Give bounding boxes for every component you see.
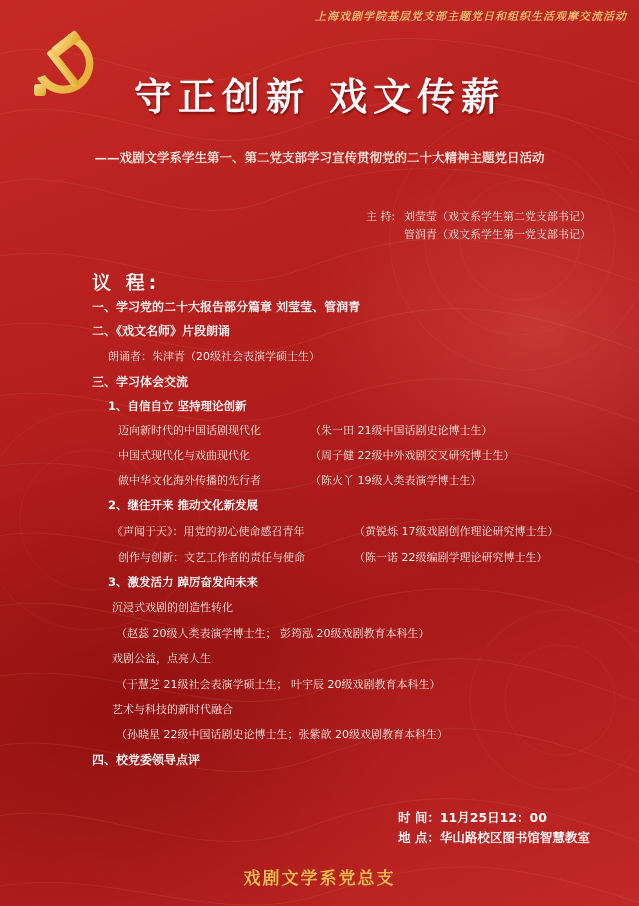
talk-speakers: （孙晓星 22级中国话剧史论博士生；张紫歆 20级戏剧教育本科生） (116, 728, 448, 741)
talk-speaker: （周子健 22级中外戏剧交叉研究博士生） (310, 449, 515, 462)
talk-speaker: （陈火丫 19级人类表演学博士生） (310, 474, 482, 487)
host-label: 主 持: (366, 210, 396, 223)
group-2-title: 2、继往开来 推动文化新发展 (108, 498, 259, 512)
group-1-title: 1、自信自立 坚持理论创新 (108, 399, 247, 413)
talk-topic: 艺术与科技的新时代融合 (112, 703, 233, 716)
agenda-title: 议 程: (92, 272, 161, 294)
talk-speaker: （黄锐烁 17级戏剧创作理论研究博士生） (354, 525, 559, 538)
agenda-section-1: 一、学习党的二十大报告部分篇章 刘莹莹、管润青 (92, 300, 361, 314)
talk-topic: 中国式现代化与戏曲现代化 (118, 449, 250, 462)
top-note: 上海戏剧学院基层党支部主题党日和组织生活观摩交流活动 (315, 10, 627, 23)
page-title: 守正创新 戏文传薪 (133, 74, 506, 119)
talk-topic: 《声闻于天》：用党的初心使命感召青年 (112, 525, 305, 538)
agenda-section-2: 二、《戏文名师》片段朗诵 (92, 324, 231, 338)
agenda-section-4: 四、校党委领导点评 (92, 753, 201, 767)
talk-topic: 创作与创新：文艺工作者的责任与使命 (118, 551, 305, 564)
organizer: 戏剧文学系党总支 (243, 869, 396, 889)
subtitle: ——戏剧文学系学生第一、第二党支部学习宣传贯彻党的二十大精神主题党日活动 (94, 150, 545, 165)
event-time: 时 间：11月25日12：00 (398, 810, 547, 825)
talk-topic: 沉浸式戏剧的创造性转化 (112, 601, 233, 614)
host-name-1: 刘莹莹（戏文系学生第二党支部书记） (404, 210, 591, 223)
talk-speakers: （赵蕊 20级人类表演学博士生； 彭筠泓 20级戏剧教育本科生） (116, 627, 430, 640)
talk-topic: 做中华文化海外传播的先行者 (118, 474, 261, 487)
group-3-title: 3、激发活力 踔厉奋发向未来 (108, 575, 259, 589)
agenda-section-3: 三、学习体会交流 (92, 375, 189, 389)
talk-topic: 戏剧公益，点亮人生 (112, 652, 211, 665)
agenda-reader: 朗诵者：朱津青（20级社会表演学硕士生） (108, 350, 320, 363)
host-name-2: 管润青（戏文系学生第一党支部书记） (404, 228, 591, 241)
talk-speaker: （朱一田 21级中国话剧史论博士生） (310, 424, 493, 437)
event-place: 地 点：华山路校区图书馆智慧教室 (398, 830, 590, 845)
talk-topic: 迈向新时代的中国话剧现代化 (118, 424, 261, 437)
talk-speakers: （于慧芝 21级社会表演学硕士生； 叶宇辰 20级戏剧教育本科生） (116, 678, 441, 691)
talk-speaker: （陈一诺 22级编剧学理论研究博士生） (354, 551, 548, 564)
